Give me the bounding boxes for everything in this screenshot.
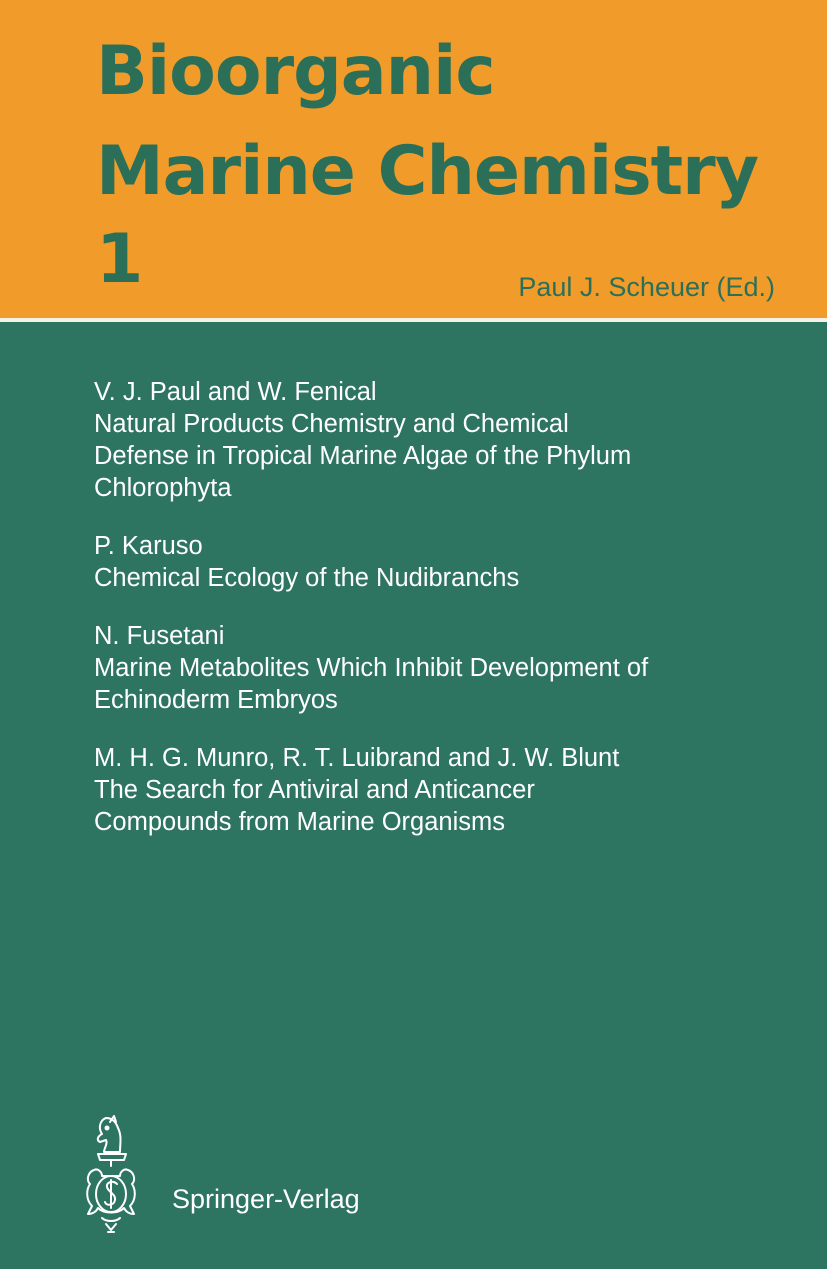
entry-authors: M. H. G. Munro, R. T. Luibrand and J. W. Blunt bbox=[94, 744, 620, 772]
entry-title-line: The Search for Antiviral and Anticancer bbox=[94, 776, 535, 804]
editor-credit: Paul J. Scheuer (Ed.) bbox=[518, 272, 775, 302]
publisher-block bbox=[80, 1110, 420, 1240]
entry-title-line: Marine Metabolites Which Inhibit Development of bbox=[94, 654, 649, 682]
contents-list bbox=[94, 376, 794, 864]
title-line-1: Bioorganic bbox=[96, 32, 495, 111]
springer-knight-logo-icon bbox=[80, 1110, 142, 1240]
entry-title-line: Compounds from Marine Organisms bbox=[94, 808, 505, 836]
entry-title-line: Defense in Tropical Marine Algae of the Phylum bbox=[94, 442, 632, 470]
entry-authors: N. Fusetani bbox=[94, 622, 225, 650]
contents-entry bbox=[94, 530, 794, 594]
contents-entry bbox=[94, 620, 794, 716]
entry-title-line: Natural Products Chemistry and Chemical bbox=[94, 410, 569, 438]
entry-authors: P. Karuso bbox=[94, 532, 203, 560]
title-band bbox=[0, 0, 827, 318]
entry-title-line: Chemical Ecology of the Nudibranchs bbox=[94, 564, 520, 592]
entry-title-line: Chlorophyta bbox=[94, 474, 232, 502]
contents-entry bbox=[94, 376, 794, 504]
entry-authors: V. J. Paul and W. Fenical bbox=[94, 378, 377, 406]
entry-title-line: Echinoderm Embryos bbox=[94, 686, 338, 714]
volume-number: 1 bbox=[96, 220, 143, 299]
publisher-name: Springer-Verlag bbox=[172, 1184, 360, 1214]
contents-entry bbox=[94, 742, 794, 838]
title-line-2: Marine Chemistry bbox=[96, 132, 759, 211]
